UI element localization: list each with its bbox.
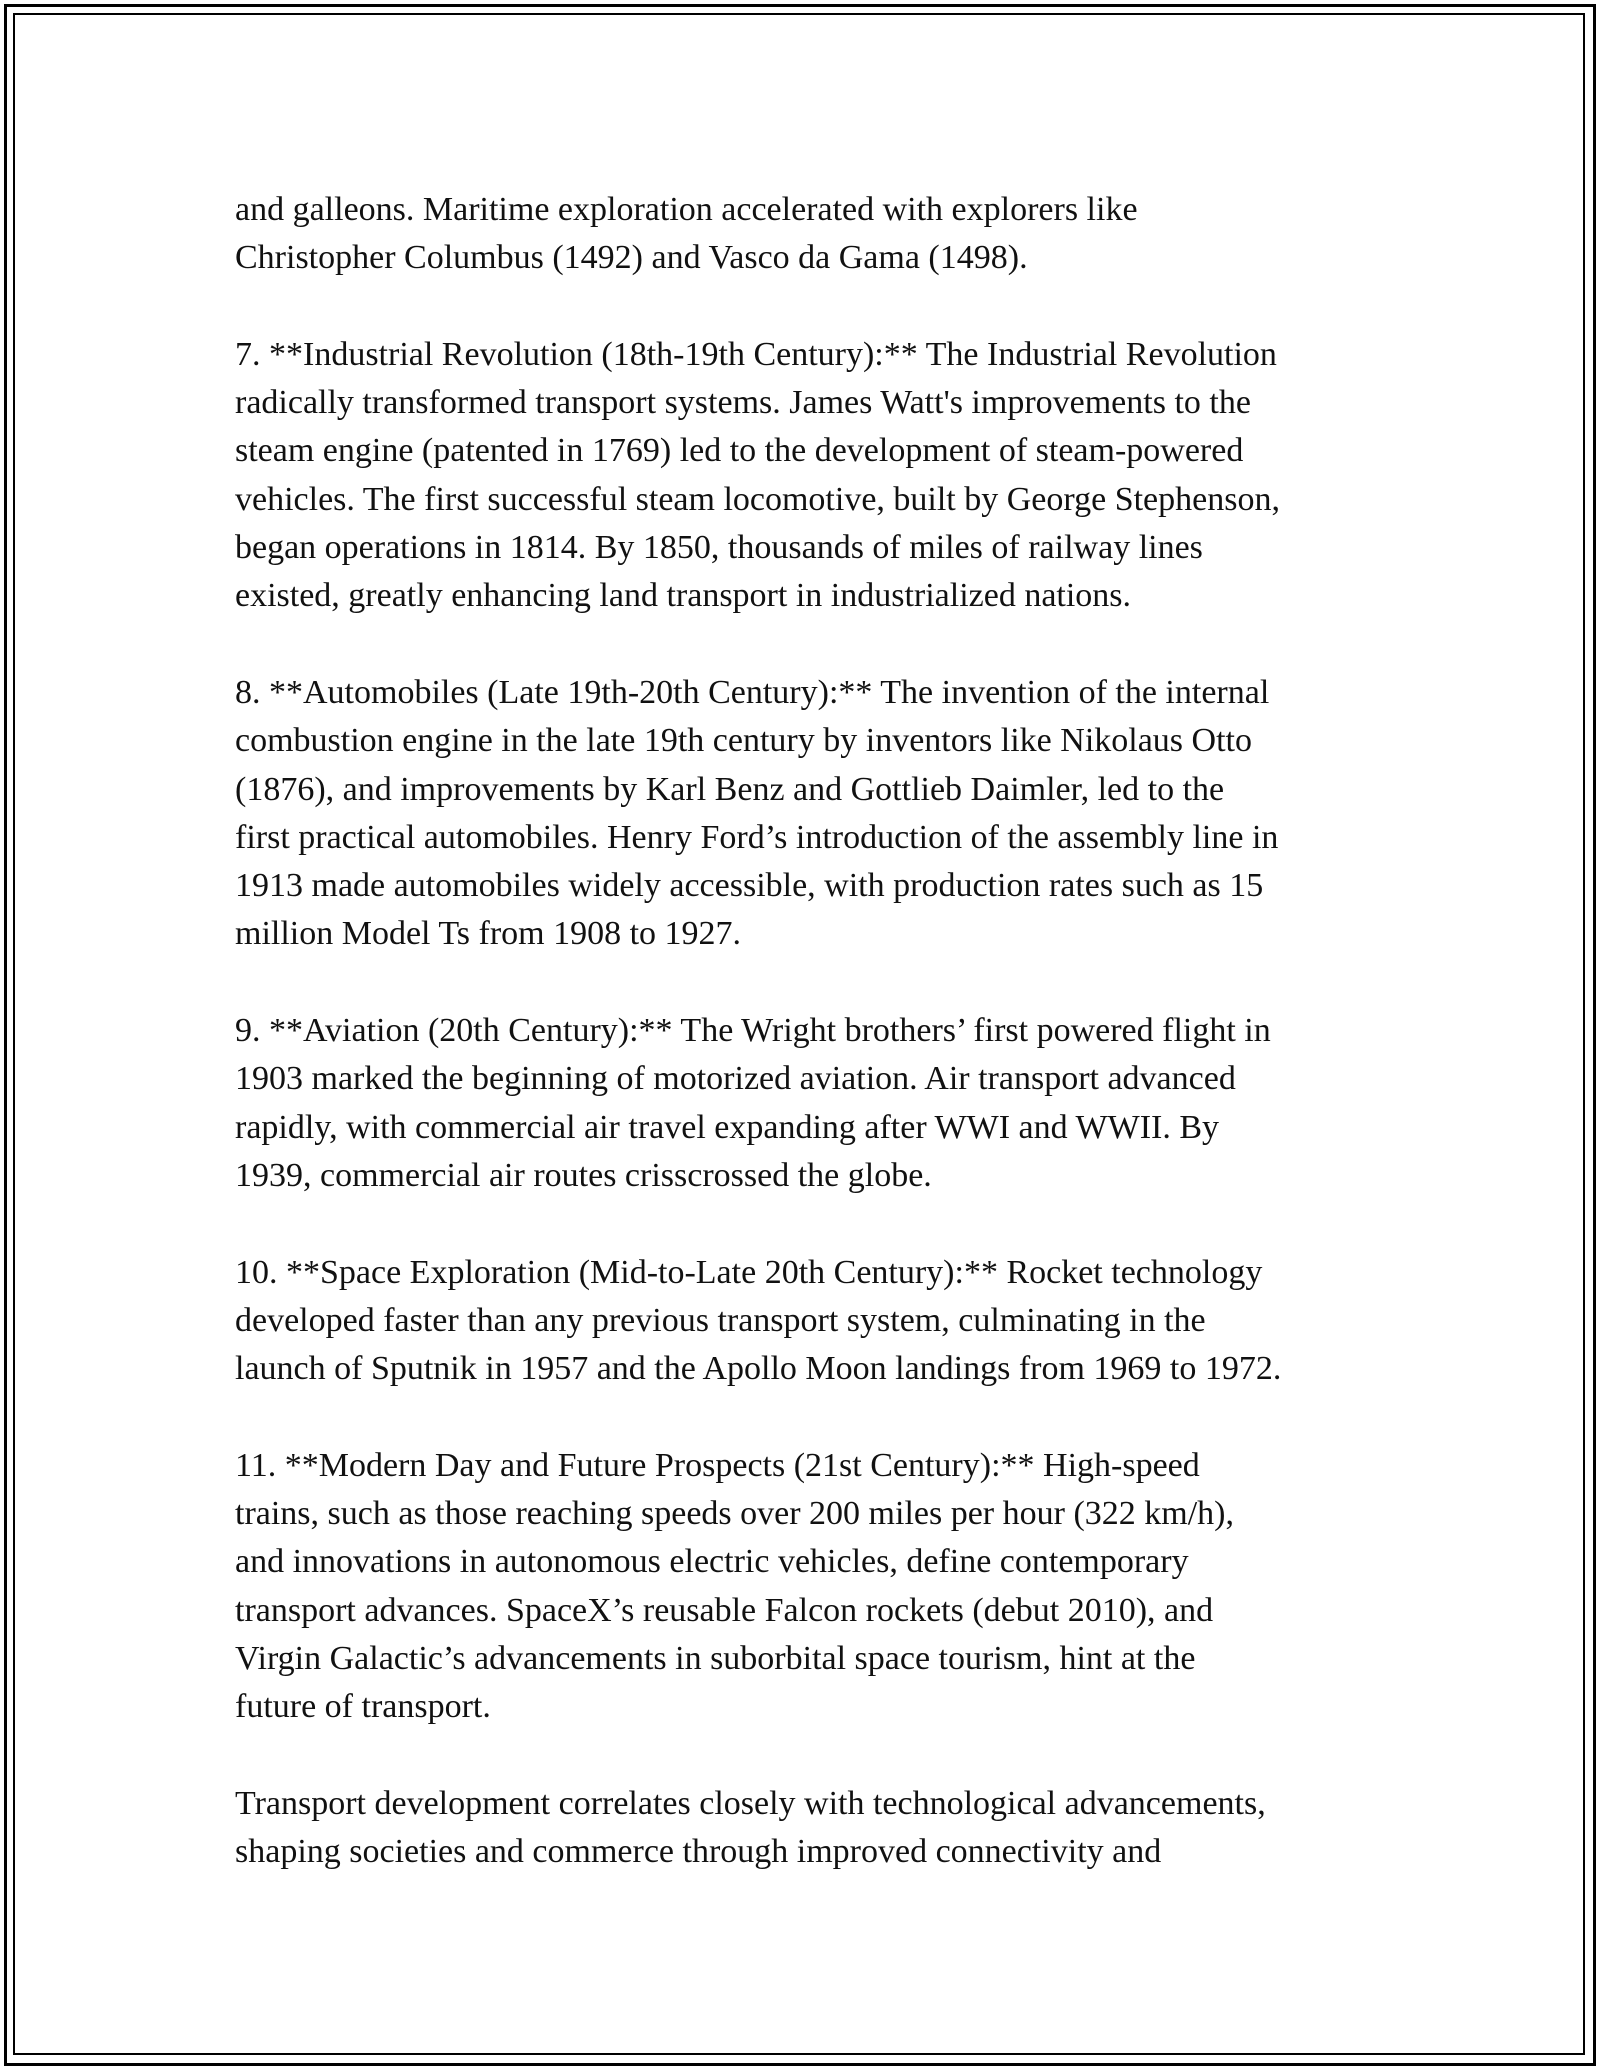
- paragraph-automobiles: 8. **Automobiles (Late 19th-20th Century):** The invention of the internal combustion engine in the late 19th century by inventors like Nikolaus Otto (1876), and improvements by Karl Benz and Gottlieb Daimler, led to the first practical automobiles. Henry Ford’s introduction of the assembly line in 1913 made automobiles widely accessible, with production rates such as 15 million Model Ts from 1908 to 1927.: [235, 673, 1279, 953]
- paragraph-conclusion: Transport development correlates closely with technological advancements, shaping societies and commerce through improved connectivity and: [235, 1784, 1266, 1871]
- paragraph-industrial-revolution: 7. **Industrial Revolution (18th-19th Century):** The Industrial Revolution radically transformed transport systems. James Watt's improvements to the steam engine (patented in 1769) led to the development of steam-powered vehicles. The first successful steam locomotive, built by George Stephenson, began operations in 1814. By 1850, thousands of miles of railway lines existed, greatly enhancing land transport in industrialized nations.: [235, 335, 1280, 615]
- paragraph-space-exploration: 10. **Space Exploration (Mid-to-Late 20th Century):** Rocket technology developed faster than any previous transport system, culminating in the launch of Sputnik in 1957 and the Apollo Moon landings from 1969 to 1972.: [235, 1253, 1282, 1388]
- paragraph-modern-day: 11. **Modern Day and Future Prospects (21st Century):** High-speed trains, such as those reaching speeds over 200 miles per hour (322 km/h), and innovations in autonomous electric vehicles, define contemporary transport advances. SpaceX’s reusable Falcon rockets (debut 2010), and Virgin Galactic’s advancements in suborbital space tourism, hint at the future of transport.: [235, 1446, 1234, 1726]
- document-body: [235, 186, 1395, 1876]
- paragraph-aviation: 9. **Aviation (20th Century):** The Wright brothers’ first powered flight in 1903 marked the beginning of motorized aviation. Air transport advanced rapidly, with commercial air travel expanding after WWI and WWII. By 1939, commercial air routes crisscrossed the globe.: [235, 1012, 1271, 1194]
- paragraph-galleons-continuation: and galleons. Maritime exploration accelerated with explorers like Christopher Columbus (1492) and Vasco da Gama (1498).: [235, 191, 1138, 277]
